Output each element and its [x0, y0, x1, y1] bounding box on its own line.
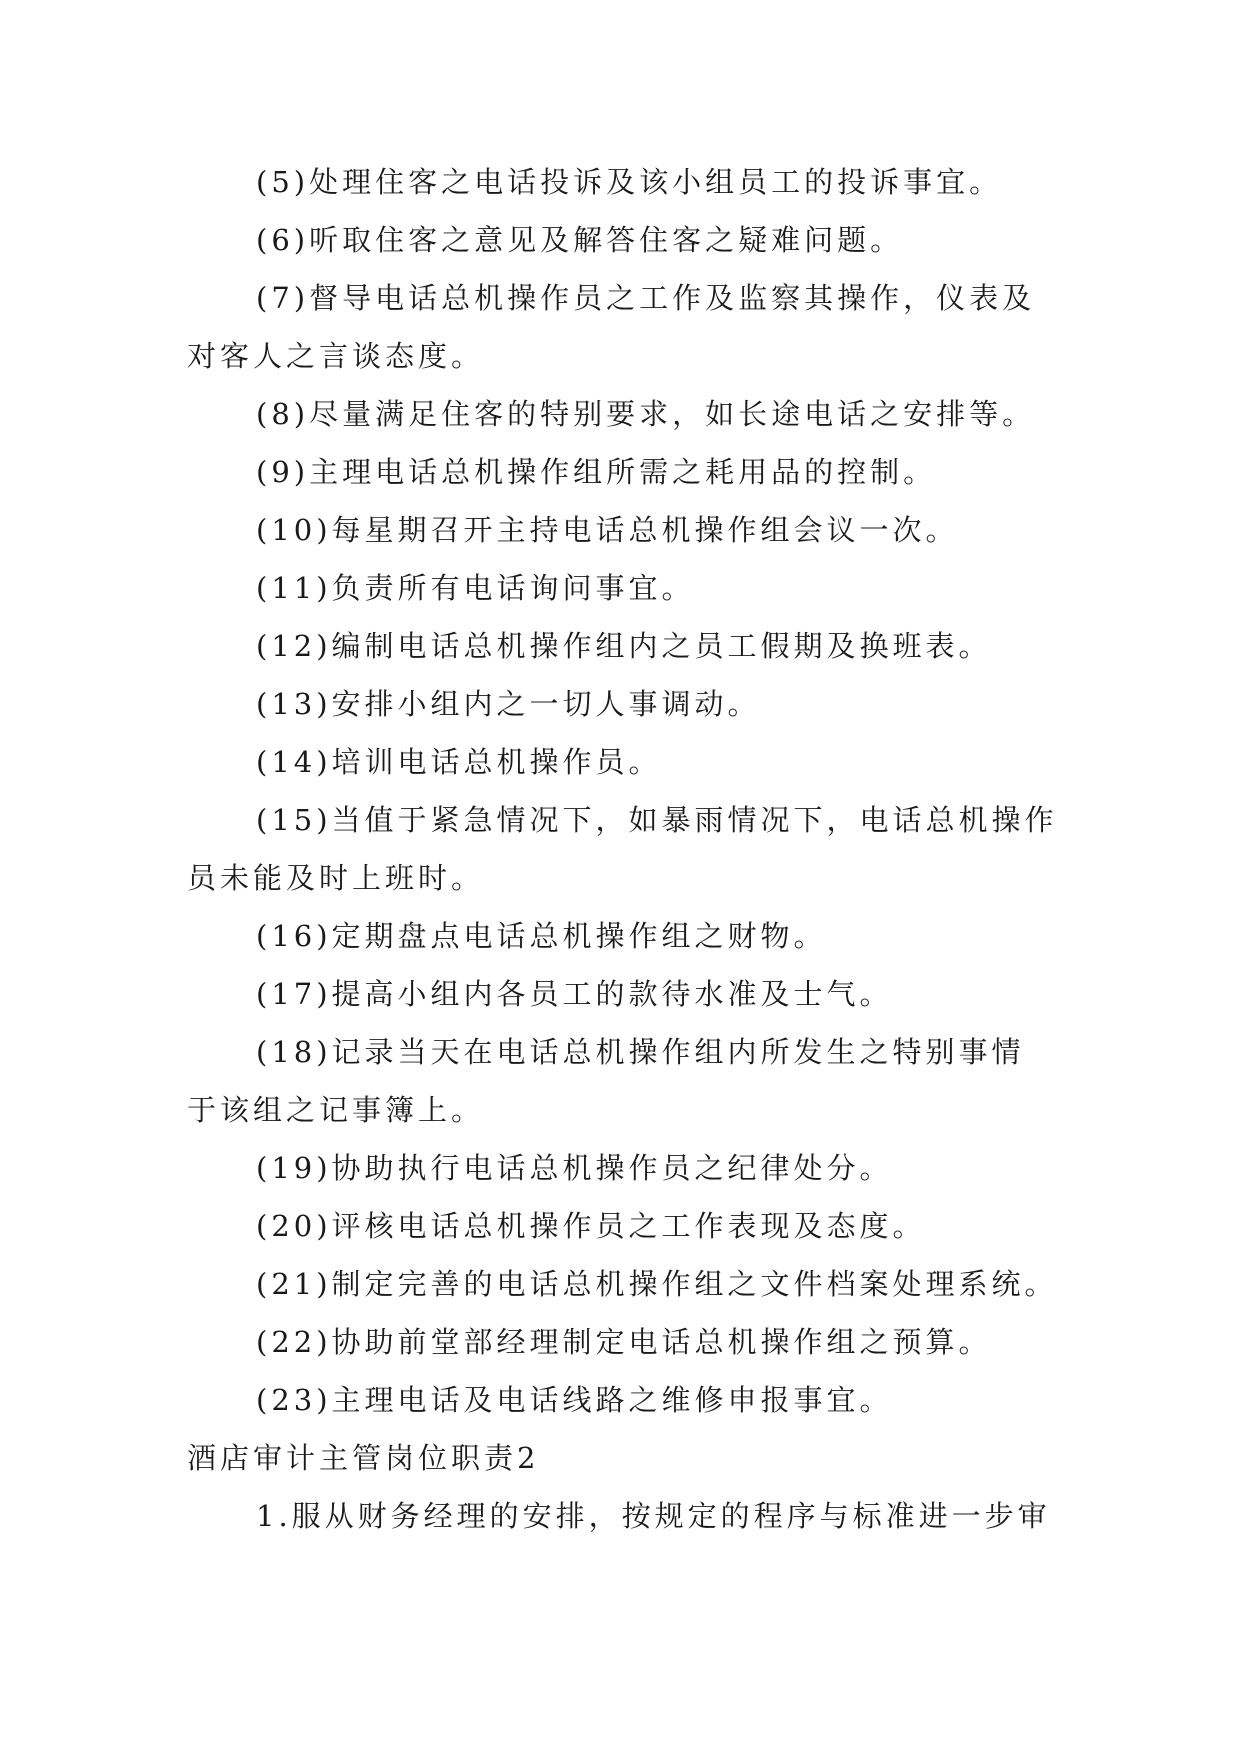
paragraph-line: (7)督导电话总机操作员之工作及监察其操作，仪表及: [256, 281, 1036, 315]
section-heading: 酒店审计主管岗位职责2: [187, 1441, 540, 1475]
paragraph-line: (12)编制电话总机操作组内之员工假期及换班表。: [256, 629, 992, 663]
paragraph-line: (20)评核电话总机操作员之工作表现及态度。: [256, 1209, 926, 1243]
paragraph-line: (8)尽量满足住客的特别要求，如长途电话之安排等。: [256, 397, 1036, 431]
paragraph-line: 对客人之言谈态度。: [187, 339, 485, 373]
paragraph-line: (22)协助前堂部经理制定电话总机操作组之预算。: [256, 1325, 992, 1359]
paragraph-line: (19)协助执行电话总机操作员之纪律处分。: [256, 1151, 893, 1185]
paragraph-line: (14)培训电话总机操作员。: [256, 745, 662, 779]
paragraph-line: 1.服从财务经理的安排，按规定的程序与标准进一步审: [256, 1499, 1051, 1533]
paragraph-line: (23)主理电话及电话线路之维修申报事宜。: [256, 1383, 893, 1417]
paragraph-line: (5)处理住客之电话投诉及该小组员工的投诉事宜。: [256, 165, 1003, 199]
paragraph-line: (18)记录当天在电话总机操作组内所发生之特别事情: [256, 1035, 1025, 1069]
paragraph-line: 员未能及时上班时。: [187, 861, 485, 895]
paragraph-line: (6)听取住客之意见及解答住客之疑难问题。: [256, 223, 904, 257]
paragraph-line: (17)提高小组内各员工的款待水准及士气。: [256, 977, 893, 1011]
paragraph-line: (21)制定完善的电话总机操作组之文件档案处理系统。: [256, 1267, 1058, 1301]
paragraph-line: (9)主理电话总机操作组所需之耗用品的控制。: [256, 455, 937, 489]
paragraph-line: (15)当值于紧急情况下，如暴雨情况下，电话总机操作: [256, 803, 1058, 837]
paragraph-line: (16)定期盘点电话总机操作组之财物。: [256, 919, 827, 953]
paragraph-line: (10)每星期召开主持电话总机操作组会议一次。: [256, 513, 959, 547]
paragraph-line: 于该组之记事簿上。: [187, 1093, 485, 1127]
paragraph-line: (11)负责所有电话询问事宜。: [256, 571, 695, 605]
paragraph-line: (13)安排小组内之一切人事调动。: [256, 687, 761, 721]
